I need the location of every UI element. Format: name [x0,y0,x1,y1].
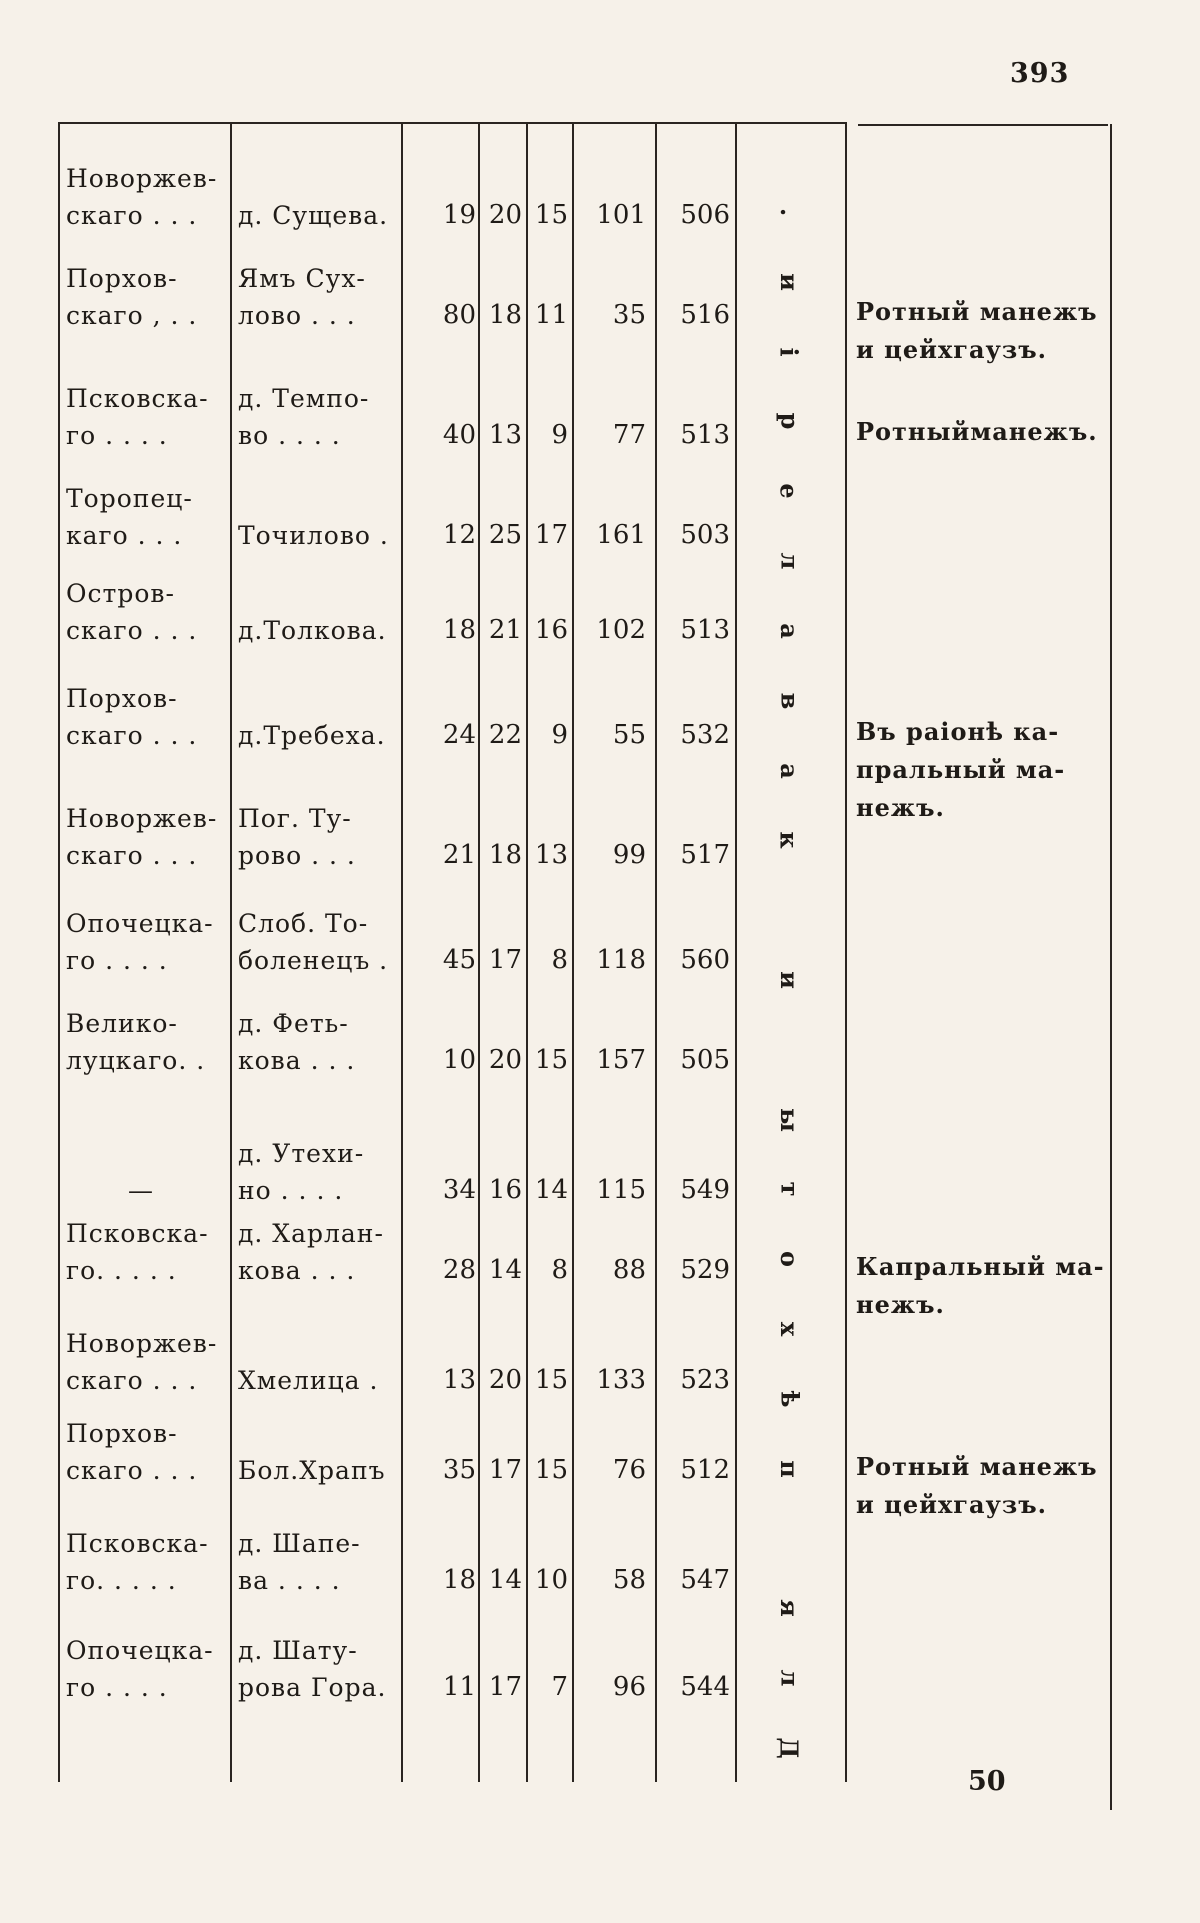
value-cell: 40 [442,420,476,450]
vertical-letter: л [774,552,804,570]
district-name: го. . . . . [66,1566,177,1595]
value-cell: 10 [534,1565,568,1595]
value-cell: 58 [612,1565,646,1595]
value-cell: 20 [488,1045,522,1075]
value-cell: 560 [680,945,730,975]
value-cell: 13 [534,840,568,870]
district-name: Псковска- [66,384,209,413]
value-cell: 19 [442,200,476,230]
value-cell: 14 [488,1565,522,1595]
vertical-letter: а [775,623,804,639]
district-name: Велико- [66,1009,178,1038]
value-cell: 505 [680,1045,730,1075]
district-name: го. . . . . [66,1256,177,1285]
value-cell: 28 [442,1255,476,1285]
value-cell: 10 [442,1045,476,1075]
value-cell: 161 [596,520,646,550]
note-text [856,1248,1112,1324]
value-cell: 45 [442,945,476,975]
value-cell: 16 [488,1175,522,1205]
district-name: Опочецка- [66,909,214,938]
value-cell: 13 [442,1365,476,1395]
district-name: скаго . . . [66,841,198,870]
note-line: и цейхгаузъ. [856,1490,1047,1519]
value-cell: 7 [551,1672,568,1702]
value-cell: 513 [680,615,730,645]
place-name: Слоб. То- [238,909,369,938]
district-name: Опочецка- [66,1636,214,1665]
place-name: д. Харлан- [238,1219,384,1248]
column-rule [230,122,232,1782]
note-line: пральный ма- [856,755,1066,784]
district-name: Псковска- [66,1219,209,1248]
value-cell: 88 [612,1255,646,1285]
district-name: скаго . . . [66,616,198,645]
value-cell: 549 [680,1175,730,1205]
notes-top-rule [858,124,1108,126]
district-name: скаго . . . [66,721,198,750]
value-cell: 99 [612,840,646,870]
place-name: д. Утехи- [238,1139,365,1168]
value-cell: 34 [442,1175,476,1205]
vertical-letter: п [774,1459,804,1478]
district-name: Порхов- [66,264,178,293]
note-line: Капральный ма- [856,1252,1105,1281]
vertical-letter: Д [775,1737,804,1759]
value-cell: 24 [442,720,476,750]
value-cell: 16 [534,615,568,645]
table-top-rule [58,122,845,124]
value-cell: 101 [596,200,646,230]
note-line: Въ раіонѣ ка- [856,717,1060,746]
value-cell: 96 [612,1672,646,1702]
column-rule [401,122,403,1782]
value-cell: 13 [488,420,522,450]
value-cell: 11 [534,300,568,330]
sheet-signature: 50 [968,1766,1006,1797]
value-cell: 17 [534,520,568,550]
vertical-letter: о [774,1251,804,1268]
district-name: Псковска- [66,1529,209,1558]
district-name: Торопец- [66,484,193,513]
vertical-letter: х [775,1321,804,1337]
value-cell: 18 [488,300,522,330]
value-cell: 102 [596,615,646,645]
value-cell: 17 [488,1455,522,1485]
vertical-heading [770,200,808,1760]
page-number: 393 [1010,58,1070,89]
value-cell: 15 [534,1455,568,1485]
place-name: но . . . . [238,1176,344,1205]
place-name: д.Толкова. [238,616,387,645]
value-cell: 512 [680,1455,730,1485]
column-rule [58,122,60,1782]
district-name: скаго . . . [66,201,198,230]
value-cell: 547 [680,1565,730,1595]
value-cell: 503 [680,520,730,550]
value-cell: 15 [534,1045,568,1075]
place-name: лово . . . [238,301,356,330]
value-cell: 157 [596,1045,646,1075]
value-cell: 532 [680,720,730,750]
note-line: Ротныйманежъ. [856,417,1098,446]
district-name: Порхов- [66,1419,178,1448]
value-cell: 133 [596,1365,646,1395]
value-cell: 517 [680,840,730,870]
place-name: кова . . . [238,1256,356,1285]
value-cell: 14 [488,1255,522,1285]
place-name: д. Феть- [238,1009,349,1038]
value-cell: 12 [442,520,476,550]
district-name: го . . . . [66,421,168,450]
value-cell: 15 [534,1365,568,1395]
value-cell: 21 [488,615,522,645]
district-name: Остров- [66,579,175,608]
vertical-letter: ѣ [775,1390,804,1408]
value-cell: 22 [488,720,522,750]
value-cell: 20 [488,1365,522,1395]
value-cell: 523 [680,1365,730,1395]
vertical-letter: е [775,483,804,499]
vertical-letter: в [775,692,804,710]
note-line: Ротный манежъ [856,297,1098,326]
value-cell: 513 [680,420,730,450]
place-name: ва . . . . [238,1566,341,1595]
place-name: д. Шапе- [238,1529,361,1558]
vertical-letter: . [774,207,804,217]
column-rule [1110,124,1112,1810]
place-name: Ямъ Сух- [238,264,366,293]
place-name: д.Требеха. [238,721,386,750]
vertical-letter: и [775,971,804,989]
value-cell: 76 [612,1455,646,1485]
district-name: — [128,1176,154,1205]
place-name: д. Сущева. [238,201,389,230]
note-text [856,293,1112,369]
place-name: Бол.Храпъ [238,1456,386,1485]
vertical-letter: р [775,413,804,430]
vertical-letter [777,906,801,914]
district-name: скаго , . . [66,301,198,330]
vertical-letter: я [774,1599,804,1618]
vertical-letter: т [775,1181,804,1197]
value-cell: 77 [612,420,646,450]
value-cell: 9 [551,720,568,750]
district-name: скаго . . . [66,1366,198,1395]
value-cell: 17 [488,945,522,975]
place-name: рова Гора. [238,1673,387,1702]
district-name: скаго . . . [66,1456,198,1485]
place-name: во . . . . [238,421,341,450]
district-name: Новоржев- [66,164,218,193]
value-cell: 55 [612,720,646,750]
note-line: и цейхгаузъ. [856,335,1047,364]
place-name: боленецъ . [238,946,389,975]
district-name: луцкаго. . [66,1046,206,1075]
district-name: каго . . . [66,521,183,550]
column-rule [735,122,737,1782]
place-name: кова . . . [238,1046,356,1075]
place-name: Пог. Ту- [238,804,352,833]
value-cell: 115 [596,1175,646,1205]
district-name: го . . . . [66,946,168,975]
value-cell: 118 [596,945,646,975]
note-line: нежъ. [856,793,945,822]
value-cell: 35 [442,1455,476,1485]
value-cell: 20 [488,200,522,230]
note-line: Ротный манежъ [856,1452,1098,1481]
value-cell: 25 [488,520,522,550]
value-cell: 14 [534,1175,568,1205]
place-name: д. Темпо- [238,384,370,413]
value-cell: 9 [551,420,568,450]
value-cell: 35 [612,300,646,330]
vertical-letter [777,1534,801,1542]
district-name: Новоржев- [66,804,218,833]
vertical-letter: л [774,1669,804,1687]
value-cell: 18 [488,840,522,870]
district-name: Новоржев- [66,1329,218,1358]
place-name: Хмелица . [238,1366,379,1395]
place-name: рово . . . [238,841,356,870]
vertical-letter: а [775,762,804,779]
value-cell: 80 [442,300,476,330]
value-cell: 506 [680,200,730,230]
value-cell: 15 [534,200,568,230]
note-line: нежъ. [856,1290,945,1319]
value-cell: 544 [680,1672,730,1702]
note-text [856,413,1112,451]
value-cell: 21 [442,840,476,870]
place-name: д. Шату- [238,1636,358,1665]
place-name: Точилово . [238,521,389,550]
vertical-letter: і [775,347,804,357]
vertical-letter: ы [775,1107,804,1132]
column-rule [845,122,847,1782]
value-cell: 18 [442,1565,476,1595]
value-cell: 8 [551,1255,568,1285]
vertical-letter: к [775,831,804,849]
vertical-letter: и [775,272,804,291]
value-cell: 529 [680,1255,730,1285]
value-cell: 11 [442,1672,476,1702]
vertical-letter [777,1046,801,1054]
value-cell: 516 [680,300,730,330]
value-cell: 17 [488,1672,522,1702]
note-text [856,1448,1112,1524]
district-name: го . . . . [66,1673,168,1702]
district-name: Порхов- [66,684,178,713]
value-cell: 8 [551,945,568,975]
note-text [856,713,1112,827]
value-cell: 18 [442,615,476,645]
